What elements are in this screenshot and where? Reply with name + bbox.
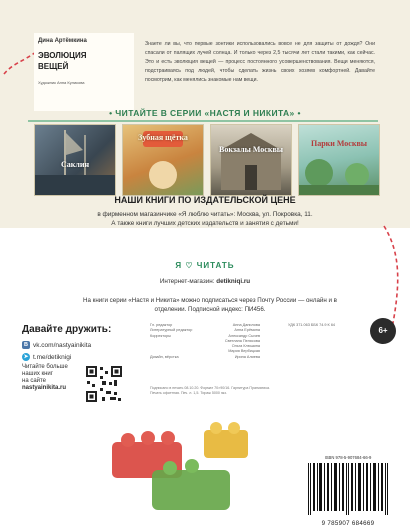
- book-cover-card: [34, 33, 134, 111]
- author-name: Дина Артёмкина: [38, 38, 87, 44]
- book-title-line-1: ЭВОЛЮЦИЯ: [38, 51, 87, 60]
- credit-role: Гл. редактор: [150, 323, 173, 327]
- toy-bricks-illustration: [100, 410, 280, 527]
- illustrator-credit: Художник Анна Куликова: [38, 80, 85, 85]
- green-brick: [152, 459, 230, 510]
- series-book-1-title: Саклин: [60, 160, 90, 169]
- vk-icon: B: [22, 341, 30, 349]
- isbn-text: ISBN 978-5-907684-66-9: [324, 455, 372, 460]
- read-more-line-3: на сайте: [22, 378, 47, 384]
- credit-person: Мария Вербицкая: [228, 349, 260, 354]
- park-illustration: [299, 125, 379, 195]
- credit-person: Светлана Пелясова: [224, 338, 260, 343]
- series-book-2-title: Зубная щётка: [138, 133, 188, 142]
- social-title: Давайте дружить:: [22, 324, 112, 335]
- series-divider: [28, 120, 378, 122]
- print-details: Подписано в печать 08.10.20. Формат 70×90/16. Гарнитура Прагматика. Печать офсетная. Печ. л. 1,5. Тираж 5000 экз.: [150, 386, 270, 395]
- credit-role: Дизайн, вёрстка: [150, 354, 179, 359]
- series-book-2[interactable]: [122, 124, 204, 196]
- series-book-3-title: Вокзалы Москвы: [218, 145, 284, 154]
- social-vk-row[interactable]: [22, 339, 91, 351]
- credit-row: [150, 355, 260, 360]
- read-more-line-2: наших книг: [22, 371, 53, 377]
- barcode-digits: 9 785907 684669: [321, 520, 375, 527]
- series-book-4-title: Парки Москвы: [310, 139, 368, 148]
- credit-person: Ольга Клюшина: [231, 344, 260, 349]
- station-illustration: [211, 125, 291, 195]
- price-heading: НАШИ КНИГИ ПО ИЗДАТЕЛЬСКОЙ ЦЕНЕ: [114, 195, 296, 205]
- subscription-note: На книги серии «Настя и Никита» можно подписаться через Почту России — онлайн и в отделении. Подписной индекс: ПИ456.: [83, 297, 337, 313]
- telegram-icon: ➤: [23, 354, 29, 360]
- credit-role: Корректоры: [150, 333, 172, 338]
- store-extra: А также книги лучших детских издательств и занятия с детьми!: [111, 220, 299, 227]
- online-store-link[interactable]: detikniqi.ru: [216, 278, 251, 285]
- credit-person: Анна Ерёмина: [234, 328, 260, 333]
- qr-code-icon[interactable]: [84, 364, 124, 404]
- age-rating-badge: 6+: [370, 318, 396, 344]
- book-title: [38, 50, 128, 72]
- barcode-bars-icon: [306, 463, 390, 515]
- vk-link[interactable]: vk.com/nastyainikita: [33, 341, 92, 349]
- social-tg-row[interactable]: [22, 351, 91, 363]
- udk-codes: УДК 371.063 ББК 74.9 К 64: [288, 323, 336, 327]
- credit-person: Александр Сычев: [228, 333, 260, 338]
- credit-role: Литературный редактор: [150, 328, 193, 333]
- series-book-4[interactable]: [298, 124, 380, 196]
- book-blurb: Знаете ли вы, что первые зонтики использовались вовсе не для защиты от дождя? Они спасали от палящих лучей солнца. И только через 2,5 тысячи лет стали такими, как сейчас. Это и есть эволюция вещей — процесс постоянного усовершенствования. Вещи меняются, подстраиваясь под людей, чтобы сделать жизнь своих хозяев комфортней. Давайте посмотрим, как менялись знакомые нам вещи.: [145, 41, 375, 83]
- online-store-label: Интернет-магазин:: [159, 278, 215, 285]
- credit-person: Ирина Алиева: [234, 354, 260, 359]
- barcode: [300, 455, 396, 527]
- series-book-3[interactable]: [210, 124, 292, 196]
- series-books-row: [34, 124, 374, 194]
- read-more-site[interactable]: nastyainikita.ru: [22, 385, 67, 391]
- online-store-line: [0, 278, 410, 285]
- credit-person: Анна Данилова: [232, 323, 260, 327]
- social-links: [22, 339, 91, 363]
- store-logo: Я ♡ ЧИТАТЬ: [175, 261, 235, 270]
- book-title-line-2: ВЕЩЕЙ: [38, 62, 69, 71]
- series-heading: • ЧИТАЙТЕ В СЕРИИ «НАСТЯ И НИКИТА» •: [109, 108, 301, 118]
- telegram-link[interactable]: t.me/detiknigi: [33, 353, 72, 361]
- read-more-line-1: Читайте больше: [22, 364, 68, 370]
- credits-block: [150, 323, 260, 360]
- store-address: в фирменном магазинчике «Я люблю читать»: Москва, ул. Покровка, 11.: [97, 211, 313, 218]
- yellow-brick: [204, 422, 248, 458]
- series-book-1[interactable]: [34, 124, 116, 196]
- read-more-text: [22, 364, 82, 392]
